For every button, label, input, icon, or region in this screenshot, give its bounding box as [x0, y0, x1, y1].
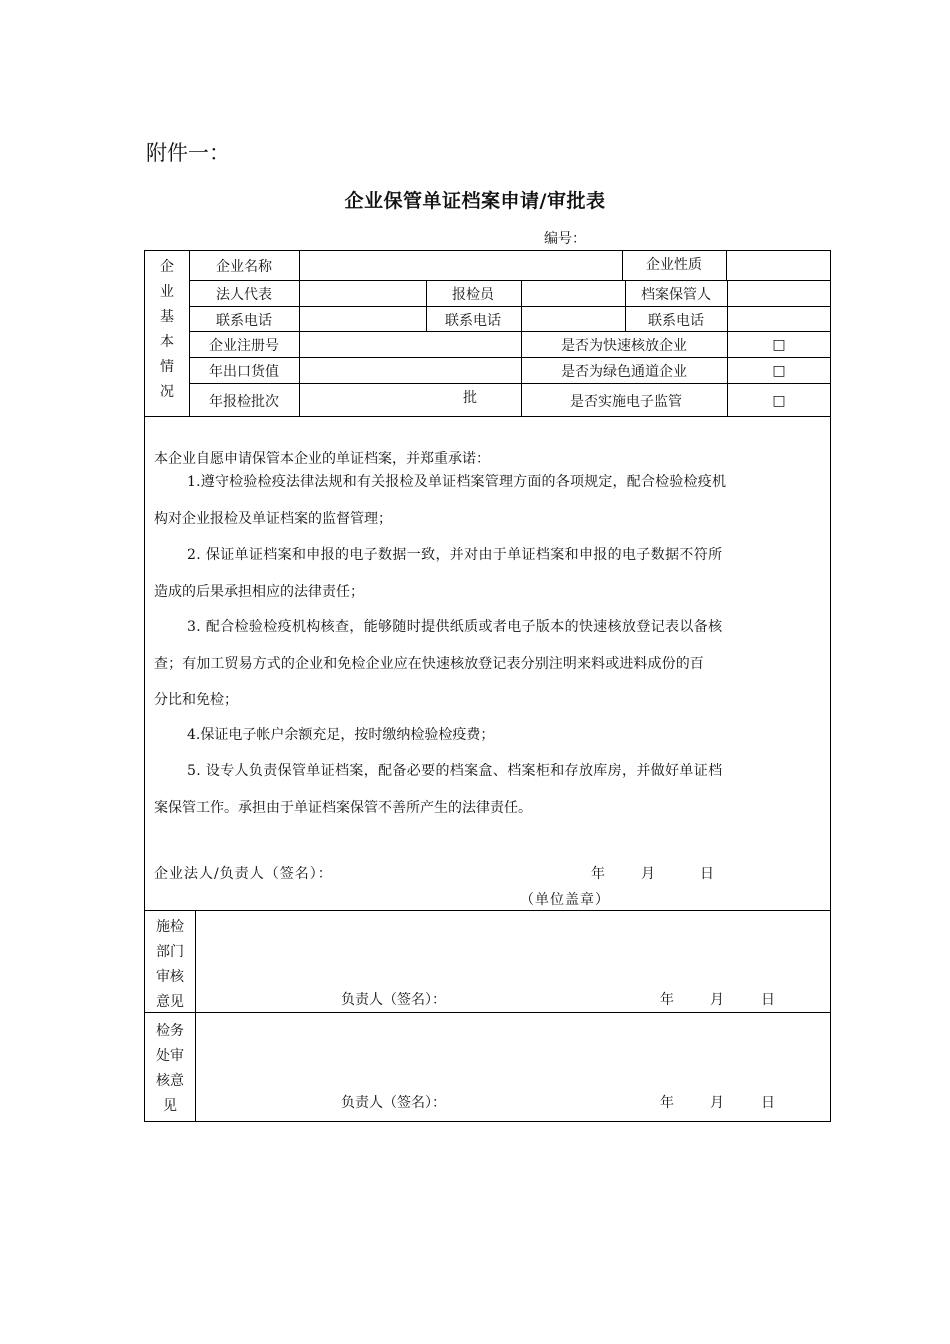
- export-value-label: 年出口货值: [209, 364, 279, 380]
- fast-release-label: 是否为快速核放企业: [561, 338, 687, 354]
- row-divider: [189, 280, 831, 281]
- serial-number-label: 编号：: [544, 231, 586, 247]
- commitment-line: 造成的后果承担相应的法律责任；: [154, 584, 364, 600]
- company-seal-label: （单位盖章）: [520, 892, 610, 908]
- date-day-label: 日: [761, 992, 775, 1008]
- date-day-label: 日: [700, 866, 714, 882]
- commitment-line: 1.遵守检验检疫法律法规和有关报检及单证档案管理方面的各项规定，配合检验检疫机: [187, 474, 727, 490]
- e-supervision-label: 是否实施电子监管: [570, 394, 682, 410]
- commitment-line: 4.保证电子帐户余额充足，按时缴纳检验检疫费；: [187, 727, 495, 743]
- affairs-office-section-label: 检务 处审 核意 见: [156, 1023, 184, 1114]
- basic-info-section-label: 企 业 基 本 情 况: [160, 259, 174, 400]
- row-divider: [189, 306, 831, 307]
- row-divider: [189, 383, 831, 384]
- date-year-label: 年: [660, 992, 674, 1008]
- column-divider: [426, 280, 427, 331]
- e-supervision-checkbox[interactable]: □: [772, 393, 786, 409]
- commitment-line: 3. 配合检验检疫机构核查，能够随时提供纸质或者电子版本的快速核放登记表以备核: [187, 619, 723, 635]
- column-divider: [521, 280, 522, 416]
- application-form-table: [144, 250, 831, 1122]
- commitment-line: 构对企业报检及单证档案的监督管理；: [154, 511, 392, 527]
- company-name-label: 企业名称: [216, 259, 272, 275]
- declarant-label: 报检员: [452, 287, 494, 303]
- column-divider: [727, 280, 728, 416]
- commitment-line: 案保管工作。承担由于单证档案保管不善所产生的法律责任。: [154, 800, 532, 816]
- row-divider: [189, 357, 831, 358]
- column-divider: [189, 251, 190, 416]
- green-channel-checkbox[interactable]: □: [772, 363, 786, 379]
- annual-batches-label: 年报检批次: [209, 394, 279, 410]
- phone-label: 联系电话: [445, 313, 501, 329]
- attachment-label: 附件一：: [146, 141, 230, 165]
- green-channel-label: 是否为绿色通道企业: [561, 364, 687, 380]
- date-year-label: 年: [591, 866, 605, 882]
- phone-label: 联系电话: [648, 313, 704, 329]
- section-divider: [145, 416, 831, 417]
- column-divider: [726, 251, 727, 280]
- row-divider: [189, 331, 831, 332]
- company-nature-label: 企业性质: [646, 257, 702, 273]
- commitment-intro: 本企业自愿申请保管本企业的单证档案，并郑重承诺：: [154, 451, 490, 467]
- inspection-dept-section-label: 施检 部门 审核 意见: [156, 919, 184, 1010]
- date-day-label: 日: [761, 1095, 775, 1111]
- archive-keeper-label: 档案保管人: [641, 287, 711, 303]
- registration-number-label: 企业注册号: [209, 338, 279, 354]
- date-year-label: 年: [660, 1095, 674, 1111]
- commitment-line: 5. 设专人负责保管单证档案，配备必要的档案盒、档案柜和存放库房，并做好单证档: [187, 763, 723, 779]
- column-divider: [299, 251, 300, 416]
- commitment-line: 2. 保证单证档案和申报的电子数据一致，并对由于单证档案和申报的电子数据不符所: [187, 547, 723, 563]
- section-divider: [145, 1012, 831, 1013]
- form-title: 企业保管单证档案申请/审批表: [344, 190, 606, 212]
- applicant-signature-label: 企业法人/负责人（签名）：: [154, 866, 333, 882]
- column-divider: [622, 251, 623, 280]
- column-divider: [625, 280, 626, 331]
- column-divider: [195, 910, 196, 1122]
- phone-label: 联系电话: [216, 313, 272, 329]
- inspection-dept-signature-label: 负责人（签名）：: [341, 992, 446, 1008]
- legal-rep-label: 法人代表: [216, 287, 272, 303]
- batch-unit-label: 批: [463, 390, 477, 406]
- section-divider: [145, 910, 831, 911]
- affairs-office-signature-label: 负责人（签名）：: [341, 1095, 446, 1111]
- commitment-line: 分比和免检；: [154, 692, 238, 708]
- commitment-line: 查；有加工贸易方式的企业和免检企业应在快速核放登记表分别注明来料或进料成份的百: [154, 656, 704, 672]
- date-month-label: 月: [710, 992, 724, 1008]
- date-month-label: 月: [641, 866, 655, 882]
- date-month-label: 月: [710, 1095, 724, 1111]
- fast-release-checkbox[interactable]: □: [772, 337, 786, 353]
